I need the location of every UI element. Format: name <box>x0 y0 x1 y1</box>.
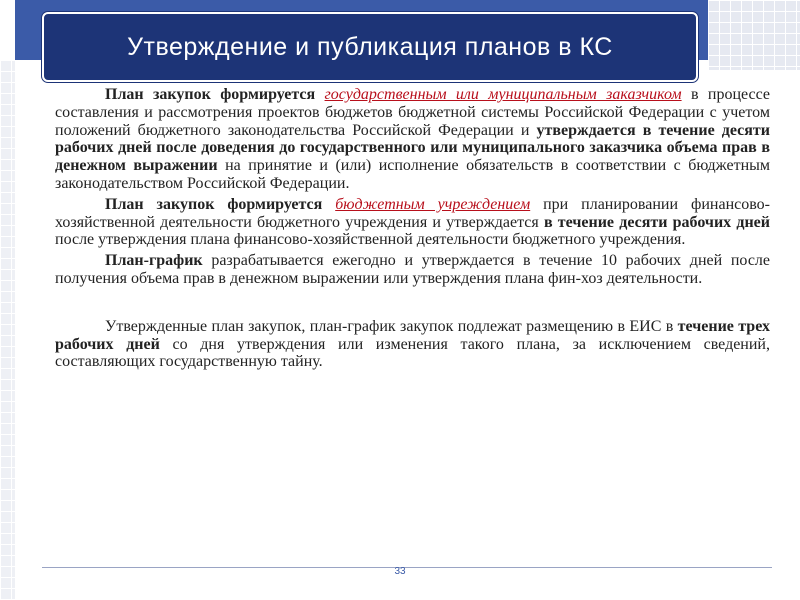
text-run: разрабатывается ежегодно и утверждается в течение 10 рабочих дней после получения объема прав в денежном выражении или утверждения плана фин-хоз деятельности. <box>55 252 770 287</box>
paragraph-1 <box>55 86 770 193</box>
slide-title: Утверждение и публикация планов в КС <box>127 32 613 61</box>
text-run: при планировании финансово-хозяйственной деятельности бюджетного учреждения и утверждается <box>55 195 771 231</box>
text-run: План закупок формируется <box>105 195 336 213</box>
paragraph-2 <box>55 196 770 249</box>
text-run: со дня утверждения или изменения такого плана, за исключением сведений, составляющих государственную тайну. <box>55 335 770 371</box>
text-run: в процессе составления и рассмотрения проектов бюджетов бюджетной системы Российской Федерации с учетом положений бюджетного законодательства Российской Федерации и <box>55 86 770 139</box>
decorative-grid-top-right <box>708 0 800 70</box>
text-run: Утвержденные план закупок, план-график закупок подлежат размещению в ЕИС в <box>105 317 678 335</box>
highlight-link: государственным или муниципальным заказчиком <box>324 86 682 103</box>
text-run: утверждается в течение десяти рабочих дней после доведения до государственного или муниципального заказчика объема прав в денежном выражении <box>55 121 771 175</box>
page-number: 33 <box>394 566 406 577</box>
text-run: План закупок формируется <box>105 86 325 103</box>
decorative-grid-left <box>0 60 15 600</box>
text-run: течение трех рабочих дней <box>55 317 770 353</box>
text-run: на принятие и (или) исполнение обязательств в соответствии с бюджетным законодательством Российской Федерации. <box>55 157 771 192</box>
slide-body <box>55 86 770 371</box>
paragraph-4 <box>55 318 770 371</box>
text-run: в течение десяти рабочих дней <box>543 213 770 231</box>
title-banner <box>42 12 698 82</box>
paragraph-3 <box>55 252 770 288</box>
text-run: План-график <box>105 252 203 270</box>
highlight-link: бюджетным учреждением <box>335 195 531 213</box>
text-run: после утверждения плана финансово-хозяйственной деятельности бюджетного учреждения. <box>55 231 686 249</box>
